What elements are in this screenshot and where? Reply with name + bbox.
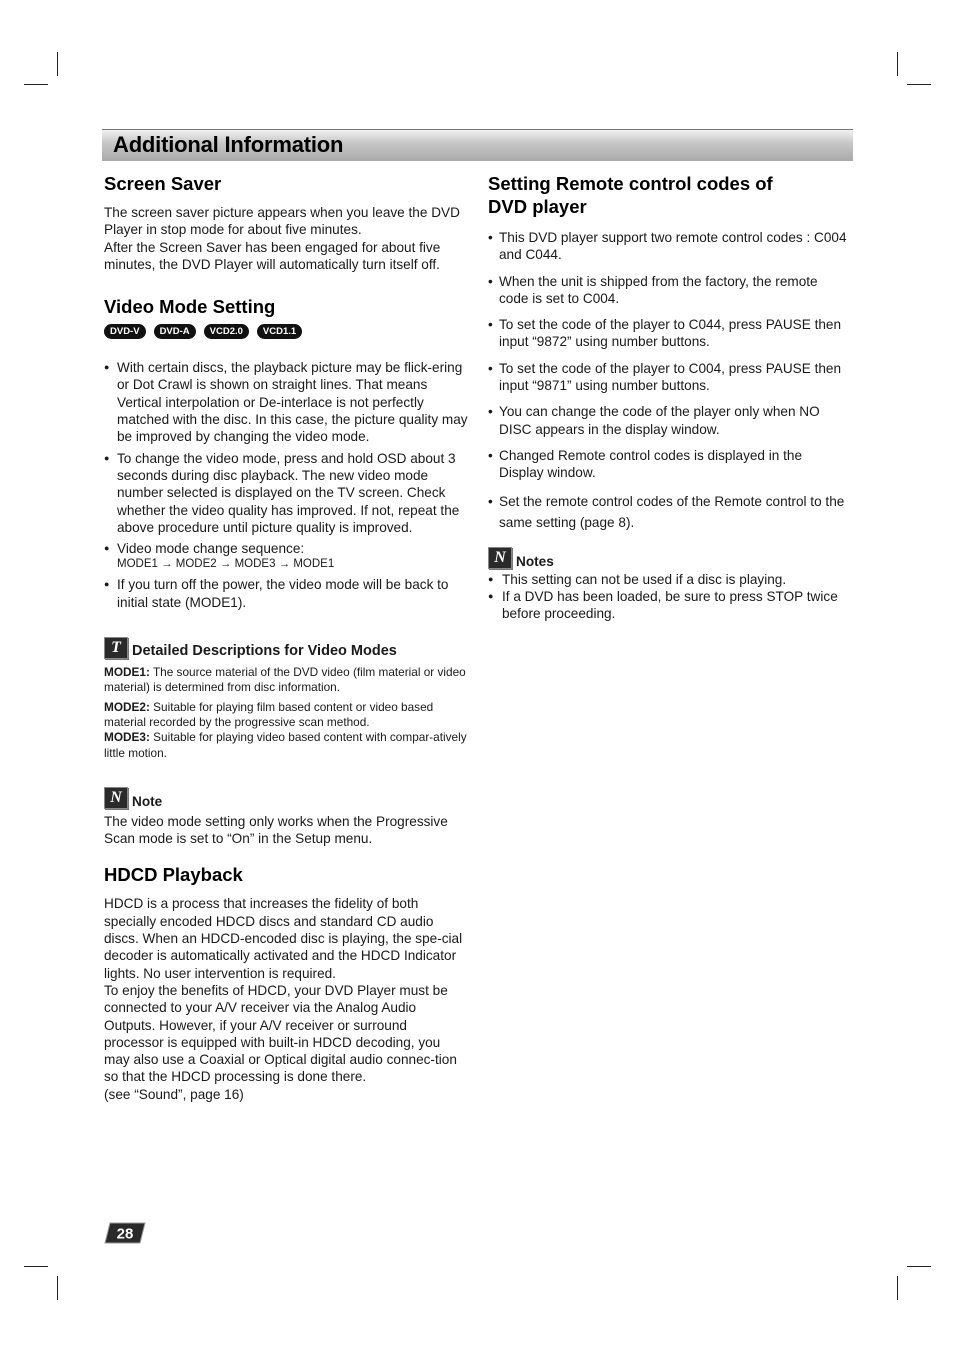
list-item <box>104 576 468 611</box>
crop-mark <box>897 52 898 76</box>
note-icon: N <box>104 787 128 809</box>
list-item <box>488 229 848 264</box>
list-item <box>488 273 848 308</box>
mode-text: The source material of the DVD video (film material or video material) is determined from disc information. <box>104 665 466 695</box>
mode-label: MODE3: <box>104 730 150 745</box>
list-item-text: If a DVD has been loaded, be sure to press STOP twice before proceeding. <box>502 588 838 622</box>
page-number: 28 <box>116 1225 134 1243</box>
list-item <box>488 360 848 395</box>
crop-mark <box>24 84 48 85</box>
list-item-text: Video mode change sequence: <box>117 541 305 557</box>
list-item-text: You can change the code of the player only when NO DISC appears in the display window. <box>499 404 820 437</box>
crop-mark <box>907 1266 931 1267</box>
mode-sequence: MODE1 → MODE2 → MODE3 → MODE1 <box>117 558 335 571</box>
note-header <box>104 787 468 809</box>
mode-description <box>104 730 468 761</box>
list-item-text: If you turn off the power, the video mode will be back to initial state (MODE1). <box>117 577 449 610</box>
right-column <box>488 172 848 622</box>
detailed-header <box>104 637 468 659</box>
list-item-text: To set the code of the player to C044, press PAUSE then input “9872” using number buttons. <box>499 317 842 350</box>
note-box <box>104 787 468 848</box>
video-mode-section <box>104 295 468 611</box>
disc-badge: VCD2.0 <box>204 324 249 339</box>
list-item-text: To change the video mode, press and hold OSD about 3 seconds during disc playback. The new video mode number selected is displayed on the TV screen. Check whether the video quality has improved. If not, repeat the above procedure until picture quality is improved. <box>117 450 460 535</box>
hdcd-paragraph: (see “Sound”, page 16) <box>104 1086 244 1102</box>
list-item <box>488 491 848 533</box>
list-item-text: Changed Remote control codes is displayed in the Display window. <box>499 447 803 481</box>
mode-description <box>104 665 468 696</box>
remote-heading: Setting Remote control codes of DVD player <box>488 173 773 217</box>
mode-description <box>104 700 468 731</box>
crop-mark <box>897 1276 898 1300</box>
screen-saver-paragraph: The screen saver picture appears when you leave the DVD Player in stop mode for about five minutes. <box>104 205 460 238</box>
note-title: Note <box>132 793 163 809</box>
list-item <box>488 403 848 438</box>
disc-badge: DVD-A <box>154 324 196 339</box>
list-item <box>488 571 848 588</box>
remote-list <box>488 229 848 533</box>
detailed-descriptions <box>104 637 468 761</box>
screen-saver-paragraph: After the Screen Saver has been engaged for about five minutes, the DVD Player will automatically turn itself off. <box>104 239 441 272</box>
header-banner <box>102 129 853 161</box>
crop-mark <box>57 1276 58 1300</box>
screen-saver-section <box>104 172 468 273</box>
hdcd-paragraph: To enjoy the benefits of HDCD, your DVD Player must be connected to your A/V receiver via the Analog Audio Outputs. However, if your A/V receiver or surround processor is equipped with built-in HDCD decoding, you may also use a Coaxial or Optical digital audio connec-tion so that the HDCD processing is done there. <box>104 982 457 1085</box>
list-item-text: This DVD player support two remote control codes : C004 and C044. <box>499 230 847 263</box>
list-item <box>488 447 848 482</box>
page-number-shape <box>104 1222 146 1244</box>
disc-badges <box>104 324 468 339</box>
notes-header <box>488 547 848 569</box>
list-item <box>488 316 848 351</box>
page-title: Additional Information <box>113 132 344 157</box>
hdcd-paragraph: HDCD is a process that increases the fidelity of both specially encoded HDCD discs and standard CD audio discs. When an HDCD-encoded disc is playing, the spe-cial decoder is automatically activated and the HDCD Indicator lights. No user intervention is required. <box>104 896 463 981</box>
list-item-text: Set the remote control codes of the Remote control to the same setting (page 8). <box>499 493 845 530</box>
list-item-text: This setting can not be used if a disc is playing. <box>502 571 787 587</box>
note-text: The video mode setting only works when the Progressive Scan mode is set to “On” in the Setup menu. <box>104 813 448 847</box>
hdcd-heading: HDCD Playback <box>104 864 243 886</box>
mode-text: Suitable for playing film based content or video based material recorded by the progressive scan method. <box>104 699 434 729</box>
hdcd-section <box>104 863 468 1103</box>
crop-mark <box>24 1266 48 1267</box>
disc-badge: DVD-V <box>104 324 146 339</box>
notes-title: Notes <box>516 553 554 569</box>
crop-mark <box>57 52 58 76</box>
page-number-badge <box>104 1222 146 1244</box>
list-item <box>104 540 468 572</box>
disc-badge: VCD1.1 <box>257 324 302 339</box>
video-mode-heading: Video Mode Setting <box>104 296 276 318</box>
detailed-title: Detailed Descriptions for Video Modes <box>132 643 397 660</box>
list-item <box>104 450 468 536</box>
tip-icon: T <box>104 637 128 659</box>
notes-box <box>488 547 848 623</box>
list-item <box>488 588 848 623</box>
list-item <box>104 359 468 445</box>
note-icon: N <box>488 547 512 569</box>
screen-saver-heading: Screen Saver <box>104 173 222 194</box>
list-item-text: With certain discs, the playback picture may be flick-ering or Dot Crawl is shown on straight lines. That means Vertical interpolation or De-interlace is not perfectly matched with the disc. In this case, the picture quality may be improved by changing the video mode. <box>117 360 468 445</box>
notes-list <box>488 571 848 623</box>
list-item-text: When the unit is shipped from the factory, the remote code is set to C004. <box>499 273 818 306</box>
mode-label: MODE2: <box>104 699 150 714</box>
mode-label: MODE1: <box>104 665 150 680</box>
crop-mark <box>907 84 931 85</box>
video-mode-list <box>104 359 468 611</box>
left-column <box>104 172 468 1103</box>
mode-text: Suitable for playing video based content with compar-atively little motion. <box>104 730 467 760</box>
list-item-text: To set the code of the player to C004, press PAUSE then input “9871” using number buttons. <box>499 360 842 394</box>
